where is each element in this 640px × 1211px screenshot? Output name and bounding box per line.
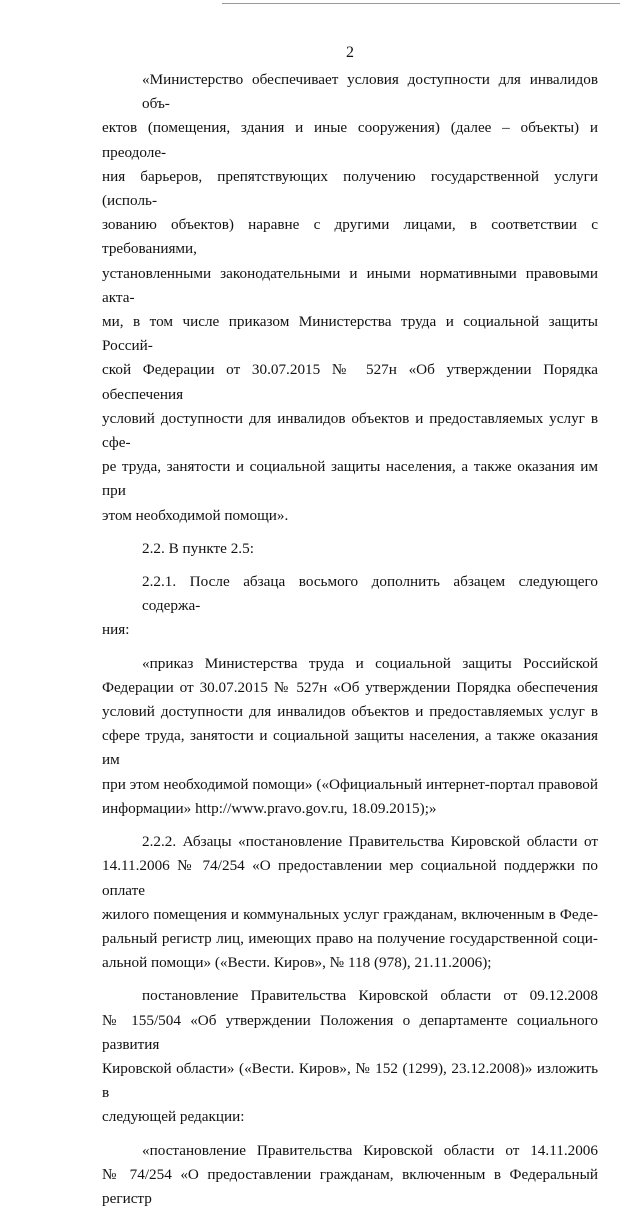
text-line: № 155/504 «Об утверждении Положения о департаменте социального развития xyxy=(102,1011,598,1053)
paragraph-clause-2-2-1 xyxy=(102,570,598,643)
paragraph-government-decree-2006 xyxy=(102,1139,598,1211)
paragraph-clause-2-2-2 xyxy=(102,830,598,975)
text-line: ния барьеров, препятствующих получению государственной услуги (исполь- xyxy=(102,167,598,210)
text-line: жилого помещения и коммунальных услуг гражданам, включенным в Феде- xyxy=(102,905,598,923)
text-line: этом необходимой помощи». xyxy=(102,506,289,524)
top-rule xyxy=(222,3,620,4)
text-line: информации» http://www.pravo.gov.ru, 18.09.2015);» xyxy=(102,799,437,817)
text-line: ния: xyxy=(102,621,130,639)
text-line: Кировской области» («Вести. Киров», № 152 (1299), 23.12.2008)» изложить в xyxy=(102,1059,598,1102)
text-line: ектов (помещения, здания и иные сооружения) (далее – объекты) и преодоле- xyxy=(102,119,598,161)
text-line: постановление Правительства Кировской области от 09.12.2008 xyxy=(142,987,598,1005)
text-line: 2.2.1. После абзаца восьмого дополнить абзацем следующего содержа- xyxy=(142,573,598,615)
text-line: 2.2. В пункте 2.5: xyxy=(142,539,254,557)
text-line: альной помощи» («Вести. Киров», № 118 (978), 21.11.2006); xyxy=(102,954,492,972)
text-line: «приказ Министерства труда и социальной защиты Российской xyxy=(142,654,598,672)
text-line: следующей редакции: xyxy=(102,1108,245,1126)
text-line: при этом необходимой помощи» («Официальный интернет-портал правовой xyxy=(102,775,598,793)
text-line: «Министерство обеспечивает условия доступности для инвалидов объ- xyxy=(142,71,598,113)
text-line: ми, в том числе приказом Министерства труда и социальной защиты Россий- xyxy=(102,313,598,355)
document-body xyxy=(102,68,598,1211)
text-line: ской Федерации от 30.07.2015 № 527н «Об утверждении Порядка обеспечения xyxy=(102,361,598,403)
text-line: ре труда, занятости и социальной защиты населения, а также оказания им при xyxy=(102,458,598,500)
page-number: 2 xyxy=(346,44,354,61)
text-line: № 74/254 «О предоставлении гражданам, включенным в Федеральный регистр xyxy=(102,1165,598,1207)
text-line: зованию объектов) наравне с другими лицами, в соответствии с требованиями, xyxy=(102,216,598,258)
text-line: Федерации от 30.07.2015 № 527н «Об утверждении Порядка обеспечения xyxy=(102,678,598,696)
text-line: «постановление Правительства Кировской области от 14.11.2006 xyxy=(142,1141,598,1159)
text-line: 2.2.2. Абзацы «постановление Правительства Кировской области от xyxy=(142,833,598,851)
text-line: 14.11.2006 № 74/254 «О предоставлении мер социальной поддержки по оплате xyxy=(102,857,598,899)
text-line: ральный регистр лиц, имеющих право на получение государственной соци- xyxy=(102,929,598,947)
text-line: условий доступности для инвалидов объектов и предоставляемых услуг в сфе- xyxy=(102,409,598,452)
paragraph-government-decree-2008 xyxy=(102,984,598,1129)
paragraph-ministry-order xyxy=(102,652,598,821)
text-line: установленными законодательными и иными нормативными правовыми акта- xyxy=(102,264,598,306)
paragraph-accessibility-conditions xyxy=(102,68,598,528)
paragraph-clause-2-2 xyxy=(102,537,598,561)
text-line: сфере труда, занятости и социальной защиты населения, а также оказания им xyxy=(102,727,598,769)
text-line: условий доступности для инвалидов объектов и предоставляемых услуг в xyxy=(102,703,598,721)
